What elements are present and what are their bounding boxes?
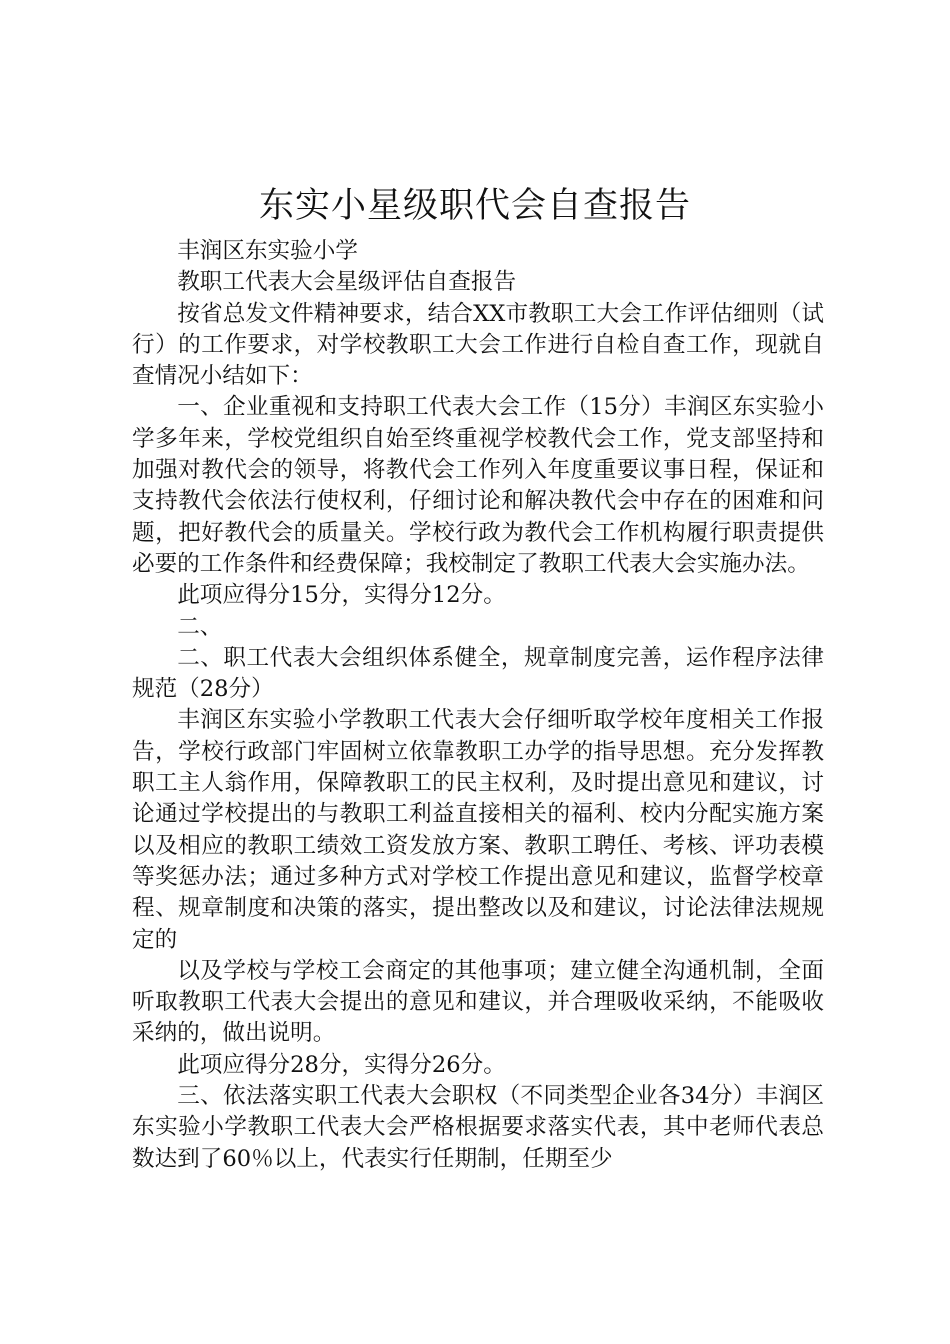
section-2-score: 此项应得分28分，实得分26分。 xyxy=(177,1051,506,1078)
section-2-continuation: 以及学校与学校工会商定的其他事项；建立健全沟通机制，全面听取教职工代表大会提出的意见和建议，并合理吸收采纳，不能吸收采纳的，做出说明。 xyxy=(132,957,824,1047)
section-2-marker: 二、 xyxy=(177,613,223,640)
section-3-paragraph: 三、依法落实职工代表大会职权（不同类型企业各34分）丰润区东实验小学教职工代表大会严格根据要求落实代表，其中老师代表总数达到了60％以上，代表实行任期制，任期至少 xyxy=(132,1083,824,1172)
school-name-line: 丰润区东实验小学 xyxy=(177,238,358,264)
section-2-paragraph: 丰润区东实验小学教职工代表大会仔细听取学校年度相关工作报告，学校行政部门牢固树立依靠教职工办学的指导思想。充分发挥教职工主人翁作用，保障教职工的民主权利，及时提出意见和建议，讨论通过学校提出的与教职工利益直接相关的福利、校内分配实施方案以及相应的教职工绩效工资发放方案、教职工聘任、考核、评功表模等奖惩办法；通过多种方式对学校工作提出意见和建议，监督学校章程、规章制度和决策的落实，提出整改以及和建议，讨论法律法规规定的 xyxy=(132,707,824,953)
report-subtitle: 教职工代表大会星级评估自查报告 xyxy=(177,269,517,296)
document-title: 东实小星级职代会自查报告 xyxy=(258,186,691,226)
section-1-paragraph: 一、企业重视和支持职工代表大会工作（15分）丰润区东实验小学多年来，学校党组织自始至终重视学校教代会工作，党支部坚持和加强对教代会的领导，将教代会工作列入年度重要议事日程，保证和支持教代会依法行使权利，仔细讨论和解决教代会中存在的困难和问题，把好教代会的质量关。学校行政为教代会工作机构履行职责提供必要的工作条件和经费保障；我校制定了教职工代表大会实施办法。 xyxy=(132,394,824,577)
intro-paragraph: 按省总发文件精神要求，结合XX市教职工大会工作评估细则（试行）的工作要求，对学校教职工大会工作进行自检自查工作，现就自查情况小结如下： xyxy=(132,300,824,390)
section-1-score: 此项应得分15分，实得分12分。 xyxy=(177,582,506,609)
document-body xyxy=(132,236,824,1175)
section-2-heading: 二、职工代表大会组织体系健全，规章制度完善，运作程序法律规范（28分） xyxy=(132,644,824,703)
